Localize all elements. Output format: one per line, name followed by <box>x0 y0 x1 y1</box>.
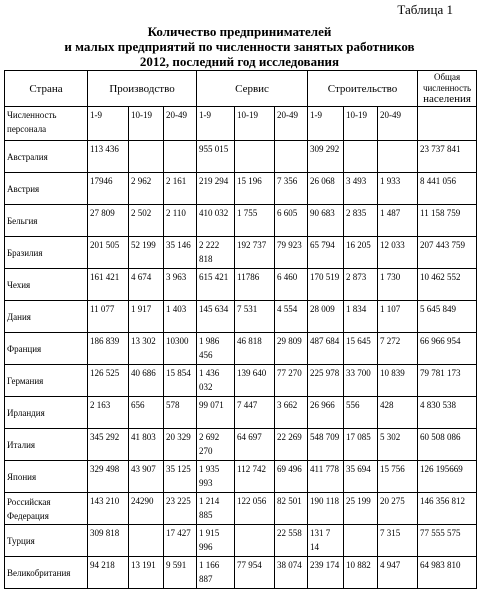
value-cell: 192 737 <box>235 237 275 269</box>
header-construction: Строительство <box>308 71 418 107</box>
value-cell: 1 986 456 <box>197 333 235 365</box>
value-cell: 23 737 841 <box>418 141 477 173</box>
size-band <box>418 107 477 141</box>
value-cell: 2 110 <box>164 205 197 237</box>
value-cell: 64 983 810 <box>418 557 477 589</box>
value-cell: 10 462 552 <box>418 269 477 301</box>
value-cell: 13 302 <box>129 333 164 365</box>
size-band: 10-19 <box>344 107 378 141</box>
value-cell: 161 421 <box>88 269 129 301</box>
country-cell: Австралия <box>5 141 88 173</box>
country-cell: Ирландия <box>5 397 88 429</box>
value-cell: 35 146 <box>164 237 197 269</box>
size-band: 20-49 <box>164 107 197 141</box>
value-cell: 66 966 954 <box>418 333 477 365</box>
value-cell: 1 107 <box>378 301 418 333</box>
value-cell: 428 <box>378 397 418 429</box>
value-cell: 79 781 173 <box>418 365 477 397</box>
value-cell: 139 640 <box>235 365 275 397</box>
value-cell: 656 <box>129 397 164 429</box>
value-cell <box>275 141 308 173</box>
value-cell <box>129 525 164 557</box>
value-cell <box>235 141 275 173</box>
value-cell: 16 205 <box>344 237 378 269</box>
value-cell: 1 166 887 <box>197 557 235 589</box>
value-cell: 1 436 032 <box>197 365 235 397</box>
value-cell: 20 275 <box>378 493 418 525</box>
value-cell: 24290 <box>129 493 164 525</box>
country-cell: Япония <box>5 461 88 493</box>
value-cell: 955 015 <box>197 141 235 173</box>
value-cell: 15 645 <box>344 333 378 365</box>
value-cell: 46 818 <box>235 333 275 365</box>
size-band: 10-19 <box>235 107 275 141</box>
size-band: 1-9 <box>308 107 344 141</box>
header-production: Производство <box>88 71 197 107</box>
value-cell: 3 662 <box>275 397 308 429</box>
value-cell: 6 605 <box>275 205 308 237</box>
value-cell: 17 427 <box>164 525 197 557</box>
value-cell: 2 502 <box>129 205 164 237</box>
value-cell: 27 809 <box>88 205 129 237</box>
value-cell: 5 302 <box>378 429 418 461</box>
value-cell: 7 272 <box>378 333 418 365</box>
value-cell: 7 531 <box>235 301 275 333</box>
value-cell: 13 191 <box>129 557 164 589</box>
header-population-line: численность <box>422 83 472 93</box>
value-cell: 29 809 <box>275 333 308 365</box>
value-cell: 8 441 056 <box>418 173 477 205</box>
value-cell: 7 447 <box>235 397 275 429</box>
value-cell: 578 <box>164 397 197 429</box>
table-row <box>5 205 477 237</box>
value-cell: 28 009 <box>308 301 344 333</box>
value-cell: 4 554 <box>275 301 308 333</box>
value-cell: 17946 <box>88 173 129 205</box>
table-row <box>5 365 477 397</box>
value-cell: 26 068 <box>308 173 344 205</box>
value-cell: 52 199 <box>129 237 164 269</box>
value-cell: 1 933 <box>378 173 418 205</box>
value-cell: 9 591 <box>164 557 197 589</box>
table-row <box>5 397 477 429</box>
table-row <box>5 269 477 301</box>
value-cell: 3 493 <box>344 173 378 205</box>
value-cell: 77 954 <box>235 557 275 589</box>
value-cell <box>164 141 197 173</box>
table-row <box>5 237 477 269</box>
value-cell: 7 315 <box>378 525 418 557</box>
country-cell: Великобритания <box>5 557 88 589</box>
value-cell: 90 683 <box>308 205 344 237</box>
value-cell: 40 686 <box>129 365 164 397</box>
value-cell: 190 118 <box>308 493 344 525</box>
value-cell: 35 125 <box>164 461 197 493</box>
value-cell: 6 460 <box>275 269 308 301</box>
country-cell: Франция <box>5 333 88 365</box>
value-cell: 60 508 086 <box>418 429 477 461</box>
value-cell: 1 917 <box>129 301 164 333</box>
header-country: Страна <box>5 71 88 107</box>
value-cell: 4 674 <box>129 269 164 301</box>
value-cell: 10300 <box>164 333 197 365</box>
value-cell: 23 225 <box>164 493 197 525</box>
value-cell: 1 935 993 <box>197 461 235 493</box>
value-cell: 2 163 <box>88 397 129 429</box>
country-cell: Дания <box>5 301 88 333</box>
value-cell: 10 839 <box>378 365 418 397</box>
value-cell: 10 882 <box>344 557 378 589</box>
country-cell: Турция <box>5 525 88 557</box>
value-cell: 126 525 <box>88 365 129 397</box>
value-cell: 2 962 <box>129 173 164 205</box>
value-cell: 131 7 14 <box>308 525 344 557</box>
value-cell: 2 161 <box>164 173 197 205</box>
value-cell: 329 498 <box>88 461 129 493</box>
value-cell: 487 684 <box>308 333 344 365</box>
value-cell: 1 755 <box>235 205 275 237</box>
value-cell: 38 074 <box>275 557 308 589</box>
value-cell: 82 501 <box>275 493 308 525</box>
table-row <box>5 493 477 525</box>
value-cell: 77 270 <box>275 365 308 397</box>
value-cell: 1 834 <box>344 301 378 333</box>
value-cell: 309 292 <box>308 141 344 173</box>
value-cell: 77 555 575 <box>418 525 477 557</box>
value-cell: 2 222 818 <box>197 237 235 269</box>
size-band: 20-49 <box>378 107 418 141</box>
value-cell: 556 <box>344 397 378 429</box>
value-cell: 5 645 849 <box>418 301 477 333</box>
value-cell: 201 505 <box>88 237 129 269</box>
value-cell: 219 294 <box>197 173 235 205</box>
country-cell: Австрия <box>5 173 88 205</box>
value-cell: 35 694 <box>344 461 378 493</box>
country-cell: Италия <box>5 429 88 461</box>
value-cell: 4 830 538 <box>418 397 477 429</box>
value-cell: 33 700 <box>344 365 378 397</box>
title-line: Количество предпринимателей <box>147 24 332 39</box>
size-band: 1-9 <box>88 107 129 141</box>
country-cell: Бразилия <box>5 237 88 269</box>
country-cell: Чехия <box>5 269 88 301</box>
size-band: 10-19 <box>129 107 164 141</box>
value-cell: 548 709 <box>308 429 344 461</box>
value-cell: 15 196 <box>235 173 275 205</box>
value-cell: 65 794 <box>308 237 344 269</box>
table-row <box>5 557 477 589</box>
value-cell: 126 195669 <box>418 461 477 493</box>
value-cell: 186 839 <box>88 333 129 365</box>
value-cell: 11 158 759 <box>418 205 477 237</box>
value-cell: 1 915 996 <box>197 525 235 557</box>
value-cell: 2 692 270 <box>197 429 235 461</box>
value-cell <box>378 141 418 173</box>
value-cell: 309 818 <box>88 525 129 557</box>
value-cell: 615 421 <box>197 269 235 301</box>
table-row <box>5 173 477 205</box>
value-cell: 43 907 <box>129 461 164 493</box>
value-cell: 11 077 <box>88 301 129 333</box>
value-cell: 3 963 <box>164 269 197 301</box>
value-cell: 1 730 <box>378 269 418 301</box>
size-band: 20-49 <box>275 107 308 141</box>
value-cell: 122 056 <box>235 493 275 525</box>
value-cell: 1 403 <box>164 301 197 333</box>
value-cell: 94 218 <box>88 557 129 589</box>
value-cell: 69 496 <box>275 461 308 493</box>
table-row <box>5 141 477 173</box>
value-cell: 1 214 885 <box>197 493 235 525</box>
value-cell: 1 487 <box>378 205 418 237</box>
table-title <box>0 24 479 69</box>
size-band: 1-9 <box>197 107 235 141</box>
value-cell: 113 436 <box>88 141 129 173</box>
value-cell <box>235 525 275 557</box>
value-cell: 20 329 <box>164 429 197 461</box>
entrepreneurs-table <box>4 70 477 589</box>
table-row <box>5 461 477 493</box>
value-cell: 146 356 812 <box>418 493 477 525</box>
value-cell: 143 210 <box>88 493 129 525</box>
value-cell: 145 634 <box>197 301 235 333</box>
value-cell: 225 978 <box>308 365 344 397</box>
value-cell: 2 835 <box>344 205 378 237</box>
value-cell <box>344 525 378 557</box>
table-row <box>5 333 477 365</box>
value-cell: 112 742 <box>235 461 275 493</box>
staff-count-label: Численность персонала <box>5 107 88 141</box>
value-cell: 11786 <box>235 269 275 301</box>
header-row <box>5 71 477 107</box>
value-cell: 26 966 <box>308 397 344 429</box>
value-cell: 25 199 <box>344 493 378 525</box>
value-cell: 410 032 <box>197 205 235 237</box>
value-cell: 207 443 759 <box>418 237 477 269</box>
value-cell: 22 558 <box>275 525 308 557</box>
subheader-row <box>5 107 477 141</box>
table-row <box>5 301 477 333</box>
value-cell: 64 697 <box>235 429 275 461</box>
value-cell: 411 778 <box>308 461 344 493</box>
header-population-line: населения <box>423 93 471 105</box>
country-cell: Германия <box>5 365 88 397</box>
value-cell <box>129 141 164 173</box>
value-cell: 15 756 <box>378 461 418 493</box>
value-cell: 79 923 <box>275 237 308 269</box>
value-cell: 345 292 <box>88 429 129 461</box>
table-row <box>5 429 477 461</box>
country-cell: Бельгия <box>5 205 88 237</box>
value-cell: 12 033 <box>378 237 418 269</box>
value-cell: 7 356 <box>275 173 308 205</box>
value-cell: 4 947 <box>378 557 418 589</box>
value-cell: 41 803 <box>129 429 164 461</box>
title-line: и малых предприятий по численности занятых работников <box>64 39 415 54</box>
value-cell: 239 174 <box>308 557 344 589</box>
value-cell <box>344 141 378 173</box>
header-population-line: Общая <box>433 72 461 82</box>
value-cell: 17 085 <box>344 429 378 461</box>
value-cell: 170 519 <box>308 269 344 301</box>
title-line: 2012, последний год исследования <box>139 54 340 69</box>
value-cell: 99 071 <box>197 397 235 429</box>
header-population <box>418 71 477 107</box>
value-cell: 15 854 <box>164 365 197 397</box>
value-cell: 22 269 <box>275 429 308 461</box>
country-cell: Российская Федерация <box>5 493 88 525</box>
table-number-label: Таблица 1 <box>397 2 453 17</box>
header-service: Сервис <box>197 71 308 107</box>
table-row <box>5 525 477 557</box>
value-cell: 2 873 <box>344 269 378 301</box>
